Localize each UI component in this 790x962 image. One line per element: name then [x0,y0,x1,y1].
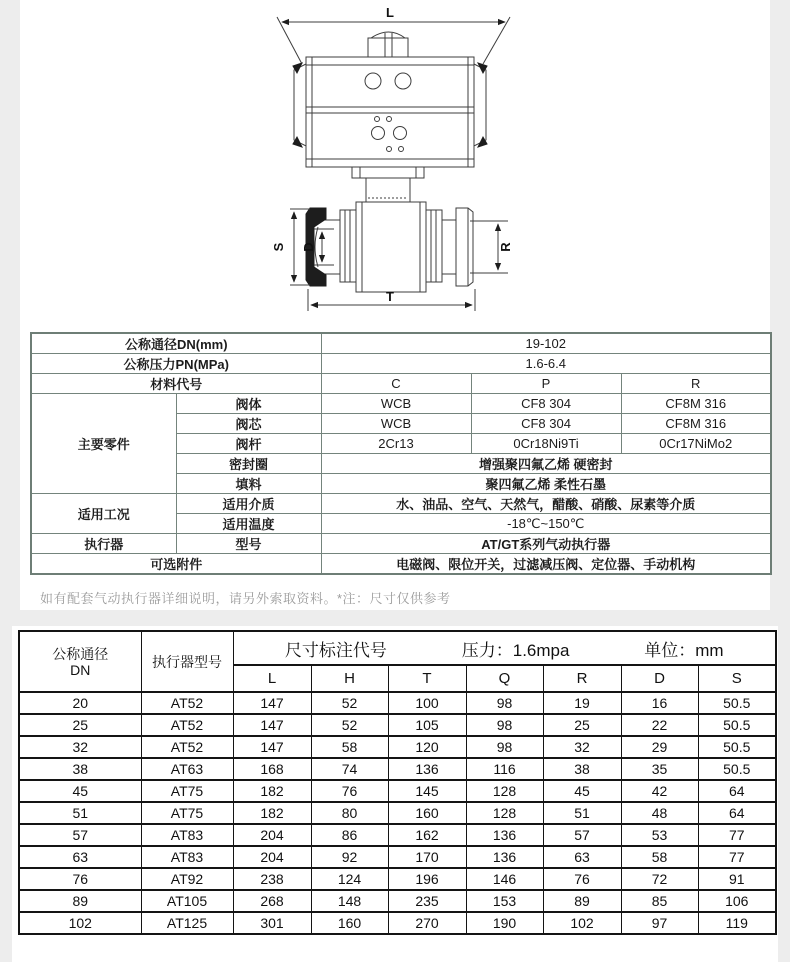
dim-cell: 102 [543,912,621,934]
dim-cell: 51 [19,802,141,824]
dim-cell: 63 [19,846,141,868]
dim-label-L: L [386,5,394,20]
dim-cell: 38 [543,758,621,780]
dim-cell: 182 [233,780,311,802]
dim-cell: 136 [466,824,543,846]
dim-cell: 64 [698,802,776,824]
valve-technical-drawing [256,2,540,328]
dim-row [19,780,776,802]
dim-label-R: R [498,242,513,252]
spec-cell: 水、油品、空气、天然气，醋酸、硝酸、尿素等介质 [321,494,771,514]
dim-cell: 98 [466,714,543,736]
dim-cell: 128 [466,802,543,824]
spec-cell: CF8 304 [471,414,621,434]
dim-row [19,692,776,714]
unit-label: 单位：mm [644,640,724,660]
dim-cell: AT52 [141,692,233,714]
dim-cell: 136 [466,846,543,868]
dim-cell: 160 [311,912,388,934]
spec-cell: 公称压力PN(MPa) [31,354,321,374]
dim-table-header-row [19,631,776,665]
spec-cell: 聚四氟乙烯 柔性石墨 [321,474,771,494]
dim-cell: 19 [543,692,621,714]
dim-cell: 124 [311,868,388,890]
spec-cell: 主要零件 [31,394,176,494]
dim-cell: 89 [19,890,141,912]
dim-cell: 91 [698,868,776,890]
dn-column-header [19,631,141,692]
dim-cell: 29 [621,736,698,758]
dim-cell: 64 [698,780,776,802]
dim-cell: 98 [466,736,543,758]
actuator-column-header: 执行器型号 [141,631,233,692]
dim-label-D: D [301,242,316,252]
spec-cell: 执行器 [31,534,176,554]
dim-row [19,846,776,868]
spec-cell: WCB [321,414,471,434]
dim-cell: 86 [311,824,388,846]
dim-cell: 153 [466,890,543,912]
dim-cell: 45 [19,780,141,802]
dn-header-line2: DN [70,661,91,678]
dim-row [19,758,776,780]
spec-cell: CF8M 316 [621,414,771,434]
spec-cell: 适用介质 [176,494,321,514]
dim-cell: 204 [233,824,311,846]
dim-cell: 106 [698,890,776,912]
dim-cell: 50.5 [698,736,776,758]
dim-cell: 119 [698,912,776,934]
dim-cell: 76 [311,780,388,802]
dim-column-header: L [233,665,311,692]
dimension-table [18,630,777,935]
dim-cell: 58 [621,846,698,868]
dimension-R [470,221,513,273]
dim-cell: 74 [311,758,388,780]
dim-cell: 16 [621,692,698,714]
dim-cell: 270 [388,912,466,934]
dim-cell: 170 [388,846,466,868]
dim-row [19,868,776,890]
actuator-drawing [293,32,487,167]
spec-cell: 适用工况 [31,494,176,534]
dim-cell: 50.5 [698,692,776,714]
dim-cell: 147 [233,692,311,714]
dim-cell: 97 [621,912,698,934]
pressure-label: 压力：1.6mpa [461,640,570,660]
dim-column-header: H [311,665,388,692]
spec-row [31,354,771,374]
dim-column-header: D [621,665,698,692]
dim-cell: 196 [388,868,466,890]
spec-cell: 公称通径DN(mm) [31,333,321,354]
dimension-T [308,289,475,311]
dim-cell: 57 [19,824,141,846]
dim-label-S: S [271,242,286,252]
dim-cell: 80 [311,802,388,824]
dim-cell: 53 [621,824,698,846]
spec-cell: 0Cr18Ni9Ti [471,434,621,454]
dim-row [19,824,776,846]
spec-cell: 电磁阀、限位开关，过滤减压阀、定位器、手动机构 [321,554,771,575]
dim-cell: 20 [19,692,141,714]
dim-cell: 76 [19,868,141,890]
dim-cell: 38 [19,758,141,780]
dim-cell: 238 [233,868,311,890]
note-text: 如有配套气动执行器详细说明，请另外索取资料。*注：尺寸仅供参考 [40,591,451,606]
dim-cell: AT83 [141,846,233,868]
spec-cell: 型号 [176,534,321,554]
dim-cell: 25 [543,714,621,736]
dim-cell: 92 [311,846,388,868]
spec-cell: 1.6-6.4 [321,354,771,374]
spec-row [31,494,771,514]
dim-cell: 116 [466,758,543,780]
dim-column-header: S [698,665,776,692]
size-code-label: 尺寸标注代号 [284,640,387,660]
dim-cell: 145 [388,780,466,802]
dim-cell: AT75 [141,802,233,824]
dim-cell: 48 [621,802,698,824]
spec-cell: 可选附件 [31,554,321,575]
dim-cell: 58 [311,736,388,758]
dim-cell: 57 [543,824,621,846]
spec-cell: -18℃~150℃ [321,514,771,534]
dim-row [19,802,776,824]
dim-cell: 76 [543,868,621,890]
dim-column-header: T [388,665,466,692]
spec-row [31,534,771,554]
spec-cell: 密封圈 [176,454,321,474]
dim-cell: 32 [543,736,621,758]
dim-cell: 42 [621,780,698,802]
dim-cell: 77 [698,846,776,868]
dim-cell: 146 [466,868,543,890]
dim-cell: AT92 [141,868,233,890]
dim-row [19,890,776,912]
dim-column-header: Q [466,665,543,692]
spec-cell: AT/GT系列气动执行器 [321,534,771,554]
dim-cell: 50.5 [698,714,776,736]
dim-cell: 160 [388,802,466,824]
spec-cell: 0Cr17NiMo2 [621,434,771,454]
dim-cell: 100 [388,692,466,714]
spec-cell: 增强聚四氟乙烯 硬密封 [321,454,771,474]
dn-header-line1: 公称通径 [52,645,109,662]
dim-cell: 22 [621,714,698,736]
spec-cell: CF8 304 [471,394,621,414]
dim-cell: AT52 [141,736,233,758]
dim-cell: 268 [233,890,311,912]
spec-cell: CF8M 316 [621,394,771,414]
dim-row [19,912,776,934]
right-ferrule [456,208,473,286]
spec-cell: 阀杆 [176,434,321,454]
spec-cell: 2Cr13 [321,434,471,454]
dim-cell: 136 [388,758,466,780]
spec-row [31,394,771,414]
dim-cell: 105 [388,714,466,736]
dim-cell: 85 [621,890,698,912]
dim-cell: 301 [233,912,311,934]
spec-row [31,374,771,394]
dim-cell: 147 [233,714,311,736]
dimension-L [277,5,510,64]
dim-cell: 128 [466,780,543,802]
dim-column-header: R [543,665,621,692]
dim-cell: 190 [466,912,543,934]
spec-cell: P [471,374,621,394]
spec-cell: 填料 [176,474,321,494]
dim-cell: 147 [233,736,311,758]
spec-cell: C [321,374,471,394]
spec-cell: 阀体 [176,394,321,414]
dim-cell: 204 [233,846,311,868]
dim-cell: AT105 [141,890,233,912]
spec-cell: 19-102 [321,333,771,354]
dim-cell: 50.5 [698,758,776,780]
dim-cell: AT125 [141,912,233,934]
dim-cell: 52 [311,714,388,736]
dim-cell: 45 [543,780,621,802]
spec-cell: R [621,374,771,394]
spec-cell: 阀芯 [176,414,321,434]
merged-header-cell [233,631,776,665]
dim-cell: 25 [19,714,141,736]
dim-cell: 235 [388,890,466,912]
dim-cell: 98 [466,692,543,714]
dim-cell: AT63 [141,758,233,780]
spec-cell: WCB [321,394,471,414]
dim-cell: 182 [233,802,311,824]
dim-label-T: T [386,289,394,304]
dim-cell: 89 [543,890,621,912]
dim-cell: 102 [19,912,141,934]
spec-row [31,333,771,354]
spec-row [31,554,771,575]
dim-cell: 162 [388,824,466,846]
dim-cell: 120 [388,736,466,758]
dim-cell: AT75 [141,780,233,802]
dim-cell: 35 [621,758,698,780]
dim-cell: 32 [19,736,141,758]
spec-table [30,332,772,575]
spec-cell: 材料代号 [31,374,321,394]
dim-cell: 148 [311,890,388,912]
dim-row [19,714,776,736]
dim-cell: 72 [621,868,698,890]
dim-cell: AT52 [141,714,233,736]
spec-cell: 适用温度 [176,514,321,534]
dim-row [19,736,776,758]
dim-cell: 51 [543,802,621,824]
dim-cell: 168 [233,758,311,780]
dim-cell: 52 [311,692,388,714]
dim-cell: AT83 [141,824,233,846]
dim-cell: 63 [543,846,621,868]
dim-cell: 77 [698,824,776,846]
